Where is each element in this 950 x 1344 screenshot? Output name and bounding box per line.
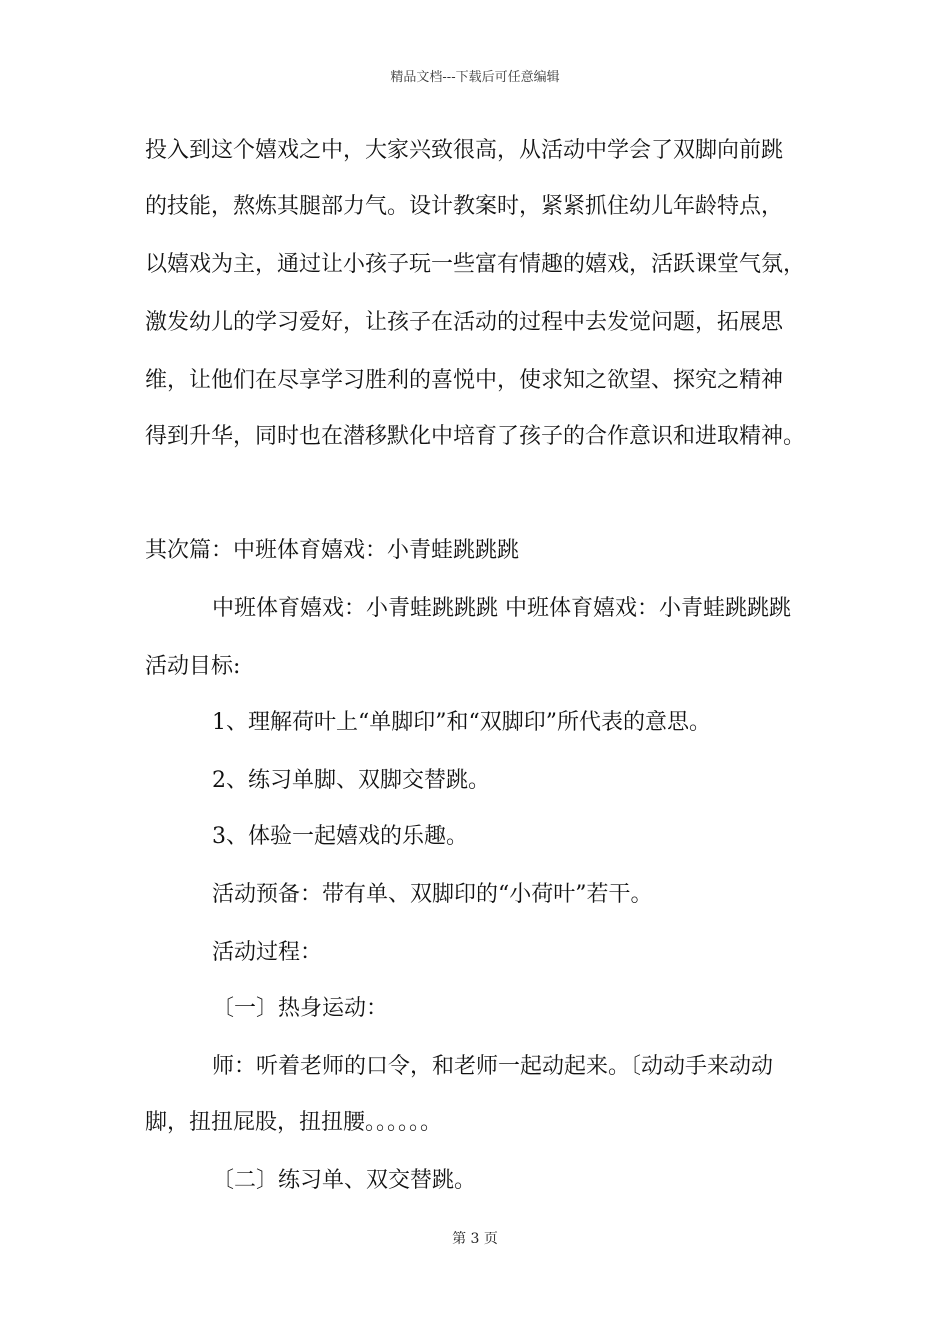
body-line-6: 得到升华，同时也在潜移默化中培育了孩子的合作意识和进取精神。 <box>145 424 806 449</box>
objectives-label: 活动目标: <box>145 654 241 679</box>
objective-3: 3、体验一起嬉戏的乐趣。 <box>212 824 468 849</box>
section-subtitle: 中班体育嬉戏：小青蛙跳跳跳 中班体育嬉戏：小青蛙跳跳跳 <box>212 596 791 621</box>
page-number: 第 3 页 <box>452 1231 498 1247</box>
body-line-4: 激发幼儿的学习爱好，让孩子在活动的过程中去发觉问题，拓展思 <box>145 310 784 335</box>
objective-1: 1、理解荷叶上“单脚印”和“双脚印”所代表的意思。 <box>212 710 711 735</box>
preparation-line: 活动预备：带有单、双脚印的“小荷叶”若干。 <box>212 882 653 907</box>
teacher-line-continued: 脚，扭扭屁股，扭扭腰。。。。。。 <box>145 1110 443 1135</box>
process-label: 活动过程： <box>212 940 323 965</box>
section-heading: 其次篇：中班体育嬉戏：小青蛙跳跳跳 <box>145 538 520 563</box>
body-line-3: 以嬉戏为主，通过让小孩子玩一些富有情趣的嬉戏，活跃课堂气氛， <box>145 252 806 277</box>
step-1-heading: 〔一〕热身运动： <box>212 996 389 1021</box>
body-line-2: 的技能，熬炼其腿部力气。设计教案时，紧紧抓住幼儿年龄特点， <box>145 194 784 219</box>
teacher-line: 师：听着老师的口令，和老师一起动起来。〔动动手来动动 <box>212 1054 774 1079</box>
body-line-5: 维，让他们在尽享学习胜利的喜悦中，使求知之欲望、探究之精神 <box>145 368 784 393</box>
body-line-1: 投入到这个嬉戏之中，大家兴致很高，从活动中学会了双脚向前跳 <box>145 138 784 163</box>
page-header: 精品文档---下载后可任意编辑 <box>390 70 560 85</box>
step-2-heading: 〔二〕练习单、双交替跳。 <box>212 1168 477 1193</box>
objective-2: 2、练习单脚、双脚交替跳。 <box>212 768 490 793</box>
